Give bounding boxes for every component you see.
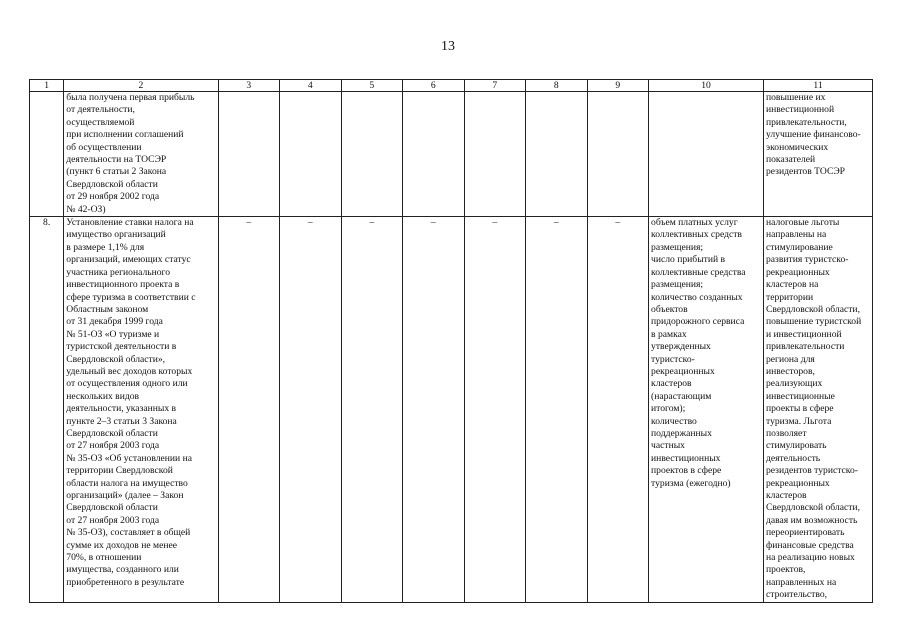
text-line: осуществляемой xyxy=(66,116,135,128)
text-line: привлекательности xyxy=(766,341,845,353)
text-line: объектов xyxy=(651,303,688,315)
text-line: деятельность xyxy=(766,452,821,464)
text-line: Свердловской области xyxy=(66,427,158,439)
text-line: кластеров xyxy=(766,490,807,501)
text-line: организаций, имеющих статус xyxy=(66,254,191,266)
text-line: экономических xyxy=(766,141,829,153)
dash-cell: – xyxy=(403,217,465,603)
text-line: инвестиционных xyxy=(651,452,721,464)
text-line: территории xyxy=(766,291,814,303)
text-line: имущество организаций xyxy=(66,229,166,241)
text-line: Свердловской области, xyxy=(766,303,860,315)
text-line: от 27 ноября 2003 года xyxy=(66,514,160,526)
text-line: (пункт 6 статьи 2 Закона xyxy=(66,166,167,178)
text-line: Установление ставки налога на xyxy=(66,217,194,229)
dash-cell: – xyxy=(587,217,649,603)
empty-cell xyxy=(587,92,649,217)
text-line: размещения; xyxy=(651,241,704,253)
text-line: 70%, в отношении xyxy=(66,552,142,564)
text-line: резидентов ТОСЭР xyxy=(766,166,846,178)
column-header: 11 xyxy=(764,80,873,92)
dash-cell: – xyxy=(341,217,403,603)
text-line: инвестиционной xyxy=(766,104,835,116)
empty-cell xyxy=(403,92,465,217)
text-line: туризма. Льгота xyxy=(766,415,832,427)
text-line: улучшение финансово- xyxy=(766,129,861,141)
text-line: строительство, xyxy=(766,589,828,601)
text-line: № 42-ОЗ) xyxy=(66,203,106,215)
text-line: (нарастающим xyxy=(651,390,712,402)
text-line: была получена первая прибыль xyxy=(66,92,195,103)
text-line: Свердловской области, xyxy=(766,502,860,514)
text-line: территории Свердловской xyxy=(66,465,173,477)
text-line: поддержанных xyxy=(651,427,712,439)
text-line: пункте 2–3 статьи 3 Закона xyxy=(66,415,177,427)
benefit-goal-cell xyxy=(764,217,873,603)
text-line: № 35-ОЗ), составляет в общей xyxy=(66,527,191,539)
column-header: 10 xyxy=(649,80,764,92)
text-line: коллективные средства xyxy=(651,266,746,278)
text-line: привлекательности, xyxy=(766,116,847,128)
column-header: 7 xyxy=(464,80,526,92)
text-line: от деятельности, xyxy=(66,104,135,116)
table-row xyxy=(30,92,873,217)
text-line: Свердловской области», xyxy=(66,353,166,365)
text-line: направленных на xyxy=(766,576,837,588)
text-line: утвержденных xyxy=(651,341,711,353)
benefit-description-cell xyxy=(64,92,218,217)
text-line: от 27 ноября 2003 года xyxy=(66,440,160,452)
dash-cell: – xyxy=(280,217,342,603)
text-line: итогом); xyxy=(651,403,686,415)
column-header: 1 xyxy=(30,80,64,92)
text-line: кластеров xyxy=(651,378,692,390)
text-line: и инвестиционной xyxy=(766,328,842,340)
row-number-cell xyxy=(30,92,64,217)
text-line: приобретенного в результате xyxy=(66,576,185,588)
text-line: реализующих xyxy=(766,378,823,390)
text-line: туристско- xyxy=(651,353,695,365)
column-header: 2 xyxy=(64,80,218,92)
text-line: от осуществления одного или xyxy=(66,378,188,390)
text-line: стимулировать xyxy=(766,440,827,452)
dash-cell: – xyxy=(218,217,280,603)
text-line: туристской деятельности в xyxy=(66,341,177,353)
text-line: деятельности, указанных в xyxy=(66,403,177,415)
text-line: кластеров на xyxy=(766,279,819,291)
table-row xyxy=(30,217,873,603)
text-line: на реализацию новых xyxy=(766,552,855,564)
text-line: нескольких видов xyxy=(66,390,140,402)
text-line: участника регионального xyxy=(66,266,171,278)
text-line: размещения; xyxy=(651,279,704,291)
empty-cell xyxy=(280,92,342,217)
text-line: придорожного сервиса xyxy=(651,316,745,328)
column-header: 8 xyxy=(526,80,588,92)
text-line: № 35-ОЗ «Об установлении на xyxy=(66,452,192,464)
row-number-cell: 8. xyxy=(30,217,64,603)
dash-cell: – xyxy=(464,217,526,603)
column-header: 6 xyxy=(403,80,465,92)
text-line: объем платных услуг xyxy=(651,217,738,229)
dash-cell: – xyxy=(526,217,588,603)
text-line: число прибытий в xyxy=(651,254,726,266)
text-line: количество созданных xyxy=(651,291,743,303)
text-line: сумме их доходов не менее xyxy=(66,539,177,551)
text-line: развития туристско- xyxy=(766,254,849,266)
text-line: финансовые средства xyxy=(766,539,854,551)
empty-cell xyxy=(464,92,526,217)
text-line: рекреационных xyxy=(651,365,715,377)
text-line: количество xyxy=(651,415,697,427)
column-number-row xyxy=(30,80,873,92)
column-header: 3 xyxy=(218,80,280,92)
indicators-cell xyxy=(649,92,764,217)
text-line: коллективных средств xyxy=(651,229,742,241)
text-line: Областным законом xyxy=(66,303,149,315)
text-line: удельный вес доходов которых xyxy=(66,365,193,377)
text-line: показателей xyxy=(766,154,816,166)
text-line: переориентировать xyxy=(766,527,845,539)
text-line: рекреационных xyxy=(766,477,830,489)
empty-cell xyxy=(341,92,403,217)
text-line: от 29 ноября 2002 года xyxy=(66,191,160,203)
text-line: резидентов туристско- xyxy=(766,465,858,477)
text-line: Свердловской области xyxy=(66,502,158,514)
empty-cell xyxy=(218,92,280,217)
text-line: организаций» (далее – Закон xyxy=(66,490,184,501)
text-line: от 31 декабря 1999 года xyxy=(66,316,163,328)
text-line: туризма (ежегодно) xyxy=(651,477,731,489)
text-line: в размере 1,1% для xyxy=(66,241,145,253)
text-line: Свердловской области xyxy=(66,178,158,190)
column-header: 9 xyxy=(587,80,649,92)
text-line: области налога на имущество xyxy=(66,477,188,489)
text-line: повышение туристской xyxy=(766,316,862,328)
text-line: № 51-ОЗ «О туризме и xyxy=(66,328,160,340)
text-line: инвестиционные xyxy=(766,390,835,402)
text-line: давая им возможность xyxy=(766,514,858,526)
text-line: частных xyxy=(651,440,685,452)
text-line: проектов в сфере xyxy=(651,465,722,477)
text-line: региона для xyxy=(766,353,815,365)
text-line: рекреационных xyxy=(766,266,830,278)
text-line: сфере туризма в соответствии с xyxy=(66,291,196,303)
column-header: 4 xyxy=(280,80,342,92)
page-number: 13 xyxy=(441,39,455,54)
text-line: направлены на xyxy=(766,229,827,241)
indicators-cell xyxy=(649,217,764,603)
text-line: налоговые льготы xyxy=(766,217,840,229)
text-line: при исполнении соглашений xyxy=(66,129,184,141)
text-line: деятельности на ТОСЭР xyxy=(66,154,167,166)
text-line: позволяет xyxy=(766,427,807,439)
text-line: стимулирование xyxy=(766,241,833,253)
text-line: проектов, xyxy=(766,564,806,576)
text-line: имущества, созданного или xyxy=(66,564,179,576)
text-line: в рамках xyxy=(651,328,687,340)
text-line: проекты в сфере xyxy=(766,403,834,415)
text-line: инвестиционного проекта в xyxy=(66,279,180,291)
text-line: инвесторов, xyxy=(766,365,815,377)
text-line: повышение их xyxy=(766,92,826,103)
benefit-goal-cell xyxy=(764,92,873,217)
empty-cell xyxy=(526,92,588,217)
column-header: 5 xyxy=(341,80,403,92)
benefit-description-cell xyxy=(64,217,218,603)
tax-benefits-table xyxy=(29,79,873,603)
text-line: об осуществлении xyxy=(66,141,142,153)
